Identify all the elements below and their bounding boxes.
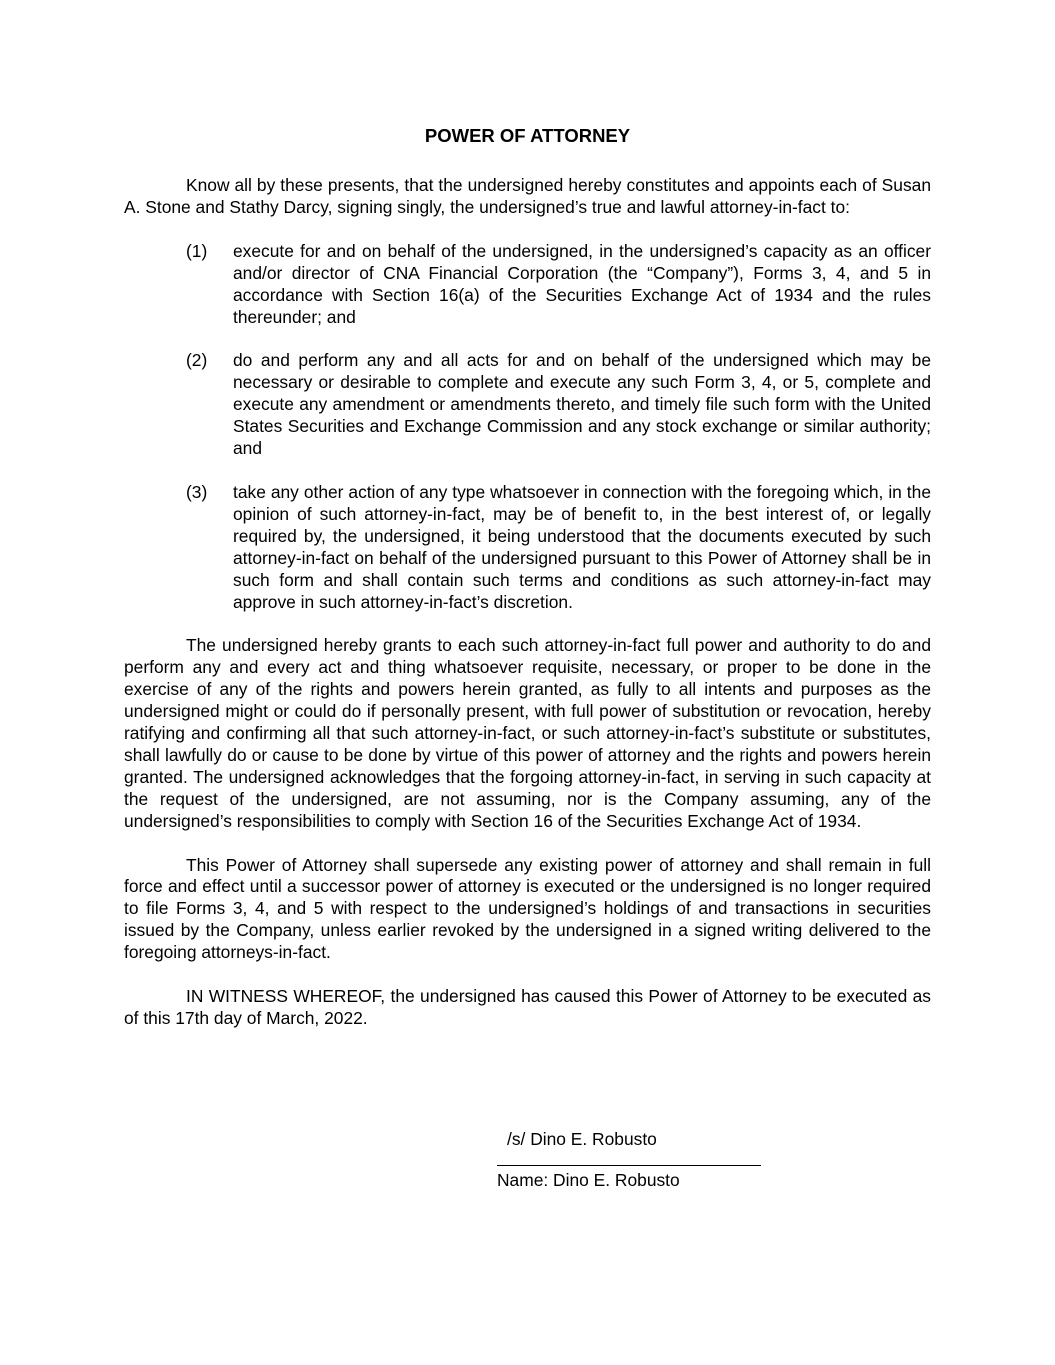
signature-block	[497, 1129, 761, 1192]
list-item-3	[124, 482, 931, 613]
supersede-paragraph: This Power of Attorney shall supersede any existing power of attorney and shall remain in full force and effect until a successor power of attorney is executed or the undersigned is no longer required to file Forms 3, 4, and 5 with respect to the undersigned’s holdings of and transactions in securities issued by the Company, unless earlier revoked by the undersigned in a signed writing delivered to the foregoing attorneys-in-fact.	[124, 854, 931, 963]
signature-name: Name: Dino E. Robusto	[497, 1170, 680, 1190]
list-item-text: take any other action of any type whatsoever in connection with the foregoing which, in the opinion of such attorney-in-fact, may be of benefit to, in the best interest of, or legally required by, the undersigned, it being understood that the documents executed by such attorney-in-fact on behalf of the undersigned pursuant to this Power of Attorney shall be in such form and shall contain such terms and conditions as such attorney-in-fact may approve in such attorney-in-fact’s discretion.	[233, 481, 931, 612]
signature-text: /s/ Dino E. Robusto	[507, 1129, 657, 1149]
list-item-1	[124, 241, 931, 329]
signature-line	[497, 1165, 761, 1166]
document-page	[124, 124, 931, 1190]
list-item-number: (2)	[186, 350, 208, 371]
list-item-text: execute for and on behalf of the undersigned, in the undersigned’s capacity as an officer and/or director of CNA Financial Corporation (the “Company”), Forms 3, 4, and 5 in accordance with Section 16(a) of the Securities Exchange Act of 1934 and the rules thereunder; and	[233, 240, 931, 327]
list-item-2	[124, 350, 931, 460]
intro-paragraph: Know all by these presents, that the undersigned hereby constitutes and appoints each of Susan A. Stone and Stathy Darcy, signing singly, the undersigned’s true and lawful attorney-in-fact to:	[124, 175, 931, 217]
list-item-text: do and perform any and all acts for and on behalf of the undersigned which may be necessary or desirable to complete and execute any such Form 3, 4, or 5, complete and execute any amendment or amendments thereto, and timely file such form with the United States Securities and Exchange Commission and any stock exchange or similar authority; and	[233, 350, 931, 459]
grant-paragraph: The undersigned hereby grants to each such attorney-in-fact full power and authority to do and perform any and every act and thing whatsoever requisite, necessary, or proper to be done in the exercise of any of the rights and powers herein granted, as fully to all intents and purposes as the undersigned might or could do if personally present, with full power of substitution or revocation, hereby ratifying and confirming all that such attorney-in-fact, or such attorney-in-fact’s substitute or substitutes, shall lawfully do or cause to be done by virtue of this power of attorney and the rights and powers herein granted. The undersigned acknowledges that the forgoing attorney-in-fact, in serving in such capacity at the request of the undersigned, are not assuming, nor is the Company assuming, any of the undersigned’s responsibilities to comply with Section 16 of the Securities Exchange Act of 1934.	[124, 635, 931, 831]
document-title: POWER OF ATTORNEY	[424, 125, 631, 146]
list-item-number: (1)	[186, 240, 208, 261]
witness-paragraph: IN WITNESS WHEREOF, the undersigned has caused this Power of Attorney to be executed as of this 17th day of March, 2022.	[124, 986, 931, 1028]
list-item-number: (3)	[186, 481, 208, 502]
